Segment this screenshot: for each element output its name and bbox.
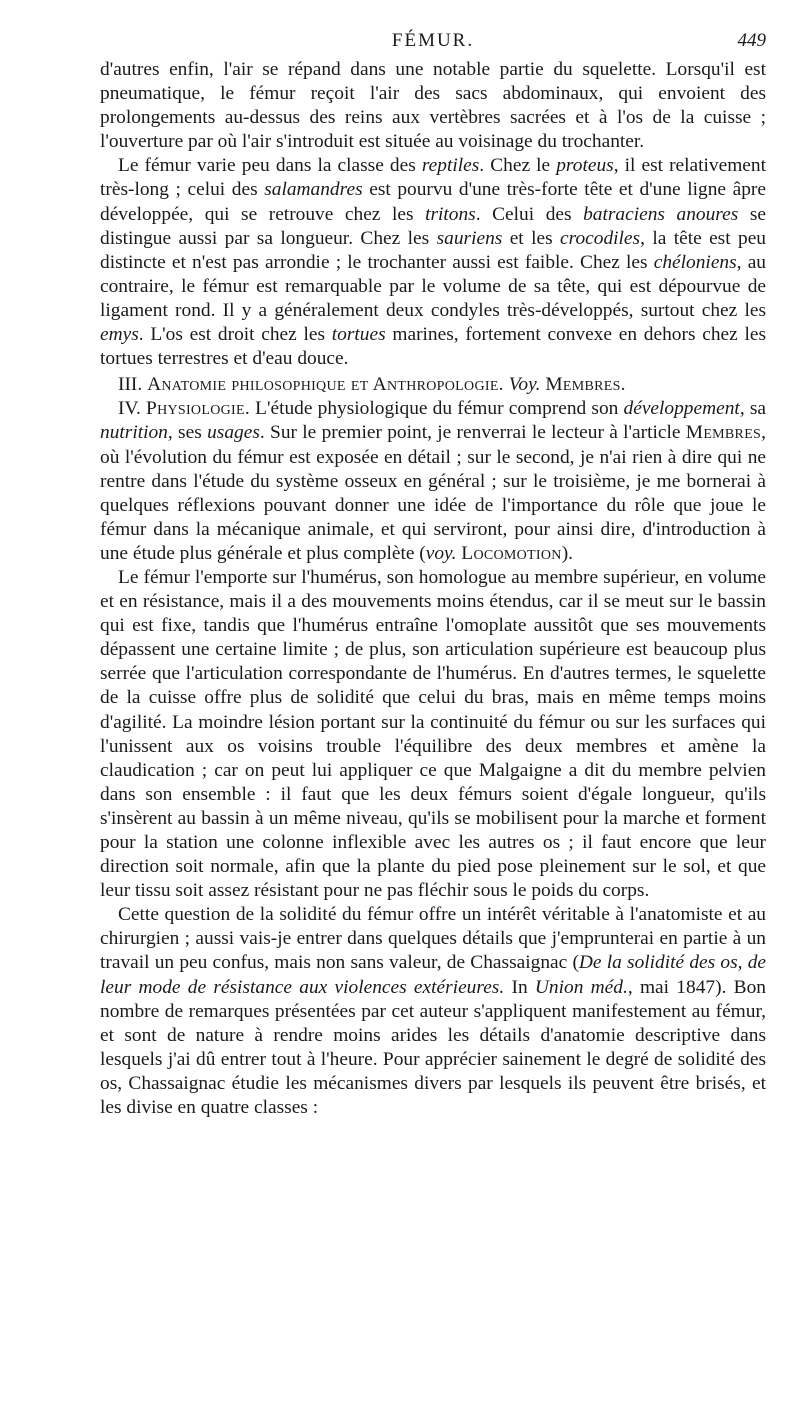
section-heading-anatomie: III. Anatomie philosophique et Anthropologie. Voy. Membres.: [118, 374, 626, 396]
body-text: [100, 58, 766, 1120]
page-header: [100, 30, 766, 54]
section-physiologie: IV. Physiologie. L'étude physiologique du fémur comprend son développement, sa nutrition, ses usages. Sur le premier point, je renverrai le lecteur à l'article Membres, où l'évolution du fémur est exposée en détail ; sur le second, je n'ai rien à dire qui ne rentre dans l'étude du système osseux en général ; sur le troisième, je me bornerai à quelques réflexions pouvant donner une idée de l'importance du rôle que joue le fémur dans la mécanique animale, et qui serviront, pour ainsi dire, d'introduction à une étude plus générale et plus complète (voy. Locomotion).: [100, 398, 766, 564]
paragraph-1: d'autres enfin, l'air se répand dans une notable partie du squelette. Lorsqu'il est pneumatique, le fémur reçoit l'air des sacs abdominaux, qui envoient des prolongements au-dessus des reins aux vertèbres sacrées et à l'os de la cuisse ; l'ouverture par où l'air s'introduit est située au voisinage du trochanter.: [100, 59, 766, 153]
paragraph-femur-humerus: Le fémur l'emporte sur l'humérus, son homologue au membre supérieur, en volume et en résistance, mais il a des mouvements moins étendus, car il se meut sur le bassin qui est fixe, tandis que l'humérus entraîne l'omoplate aussitôt que ses mouvements dépassent une certaine limite ; de plus, son articulation supérieure est beaucoup plus serrée que l'articulation correspondante de l'humérus. En d'autres termes, le squelette de la cuisse offre plus de solidité que celui du bras, mais en même temps moins d'agilité. La moindre lésion portant sur la continuité du fémur ou sur les surfaces qui l'unissent aux os voisins trouble l'équilibre des deux membres et amène la claudication ; car on peut lui appliquer ce que Malgaigne a dit du membre pelvien dans son ensemble : il faut que les deux fémurs soient d'égale longueur, qu'ils s'insèrent au bassin à un même niveau, qu'ils se mobilisent pour la marche et forment pour la station une colonne inflexible avec les autres os ; il faut encore que leur direction soit normale, afin que la plante du pied pose pleinement sur le sol, et que leur tissu soit assez résistant pour ne pas fléchir sous le poids du corps.: [100, 566, 766, 902]
paragraph-reptiles: Le fémur varie peu dans la classe des reptiles. Chez le proteus, il est relativement très-long ; celui des salamandres est pourvu d'une très-forte tête et d'une ligne âpre développée, qui se retrouve chez les tritons. Celui des batraciens anoures se distingue aussi par sa longueur. Chez les sauriens et les crocodiles, la tête est peu distincte et n'est pas arrondie ; le trochanter aussi est faible. Chez les chéloniens, au contraire, le fémur est remarquable par le volume de sa tête, qui est dépourvue de ligament rond. Il y a généralement deux condyles très-développés, surtout chez les emys. L'os est droit chez les tortues marines, fortement convexe en dehors chez les tortues terrestres et d'eau douce.: [100, 155, 766, 370]
page-number: 449: [737, 30, 766, 51]
running-title: FÉMUR.: [391, 30, 475, 51]
paragraph-solidite: Cette question de la solidité du fémur offre un intérêt véritable à l'anatomiste et au chirurgien ; aussi vais-je entrer dans quelques détails que j'emprunterai en partie à un travail un peu confus, mais non sans valeur, de Chassaignac (De la solidité des os, de leur mode de résistance aux violences extérieures. In Union méd., mai 1847). Bon nombre de remarques présentées par cet auteur s'appliquent manifestement au fémur, et sont de nature à rendre moins arides les détails d'anatomie descriptive dans lesquels j'ai dû entrer tout à l'heure. Pour apprécier sainement le degré de solidité des os, Chassaignac étudie les mécanismes divers par lesquels ils peuvent être brisés, et les divise en quatre classes :: [100, 904, 766, 1119]
